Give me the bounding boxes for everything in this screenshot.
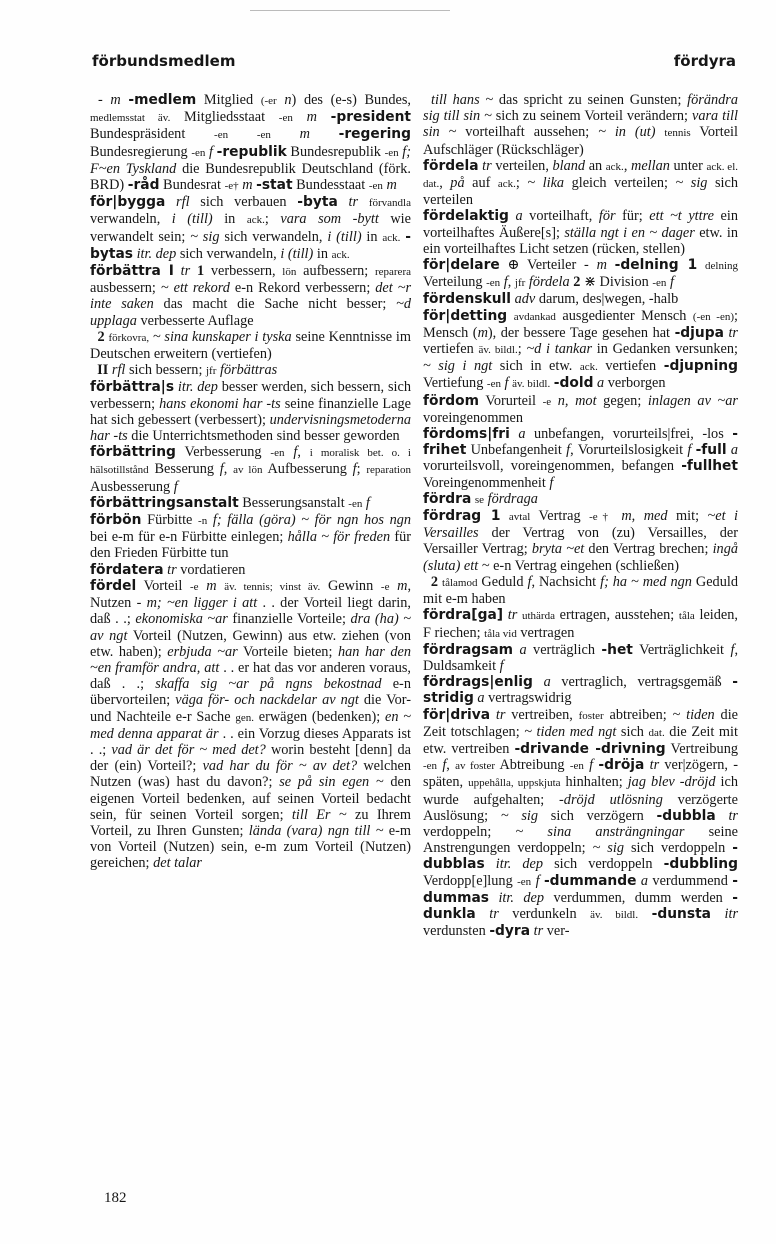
dictionary-entry: förbättra|s itr. dep besser werden, sich bessern, sich verbessern; hans ekonomi har -ts seine finanzielle Lage hat sich gebessert (verbessert); undervisningsmetoderna har -ts die Unterrichtsmethoden sind besser geworden — [90, 379, 412, 445]
dictionary-entry: fördragsam a verträglich -het Verträglichkeit f, Duldsamkeit f — [423, 641, 739, 674]
dictionary-entry: fördatera tr vordatieren — [90, 561, 246, 578]
dictionary-entry: fördra[ga] tr uthärda ertragen, ausstehen; tåla leiden, F riechen; tåla vid vertragen — [423, 607, 738, 641]
dictionary-entry: 2 förkovra, ~ sina kunskaper i tyska seine Kenntnisse im Deutschen erweitern (vertiefen) — [90, 328, 411, 363]
dictionary-entry: fördoms|fri a unbefangen, vorurteils|frei, -los -frihet Unbefangenheit f, Vorurteilslosigkeit f -full a vorurteilsvoll, voreingenommen, befangen -fullhet Voreingenommenheit f — [423, 426, 739, 491]
dictionary-entry: för|detting avdankad ausgedienter Mensch (-en -en); Mensch (m), der bessere Tage gesehen hat -djupa tr vertiefen äv. bildl.; ~d i tankar in Gedanken versunken; ~ sig i ngt sich in etw. ack. vertiefen -djupning Vertiefung -en f äv. bildl. -dold a verborgen — [423, 307, 738, 392]
dictionary-entry: fördela tr verteilen, bland an ack., mellan unter ack. el. dat., på auf ack.; ~ lika gleich verteilen; ~ sig sich verteilen — [423, 157, 738, 209]
dictionary-entry: fördelaktig a vorteilhaft, för für; ett ~t yttre ein vorteilhaftes Äußere[s]; ställa ngt i en ~ dager etw. in ein vorteilhaftes Licht setzen (rücken, stellen) — [423, 208, 739, 257]
dictionary-entry: till hans ~ das spricht zu seinen Gunsten; förändra sig till sin ~ sich zu seinem Vorteil verändern; vara till sin ~ vorteilhaft aussehen; ~ in (ut) tennis Vorteil Aufschläger (Rückschläger) — [423, 92, 738, 158]
dictionary-entry: för|delare ⊕ Verteiler - m -delning 1 delning Verteilung -en f, jfr fördela 2 ⋇ Division -en f — [423, 257, 738, 291]
dictionary-entry: - m -medlem Mitglied (-er n) des (e-s) Bundes, medlemsstat äv. Mitgliedsstaat -en m -president Bundespräsident -en -en m -regering Bundesregierung -en f -republik Bundesrepublik -en f; F~en Tyskland die Bundesrepublik Deutschland (förk. BRD) -råd Bundesrat -e† m -stat Bundesstaat -en m — [90, 92, 412, 194]
dictionary-entry: fördra se fördraga — [423, 490, 538, 507]
dictionary-entry: förbön Fürbitte -n f; fälla (göra) ~ för ngn hos ngn bei e-m für e-n Fürbitte einlegen; hålla ~ för freden für den Frieden Fürbitte tun — [90, 512, 412, 562]
right-guide-word: fördyra — [673, 52, 736, 70]
dictionary-entry: för|bygga rfl sich verbauen -byta tr förvandla verwandeln, i (till) in ack.; vara som -bytt wie verwandelt sein; ~ sig sich verwandeln, i (till) in ack. -bytas itr. dep sich verwandeln, i (till) in ack. — [90, 194, 412, 262]
scan-artifact-rule — [250, 10, 450, 11]
dictionary-entry: förbättra I tr 1 verbessern, lön aufbessern; reparera ausbessern; ~ ett rekord e-n Rekord verbessern; det ~r inte saken das macht die Sache nicht besser; ~d upplaga verbesserte Auflage — [90, 263, 412, 329]
left-column — [90, 92, 411, 872]
dictionary-entry: 2 tålamod Geduld f, Nachsicht f; ha ~ med ngn Geduld mit e-m haben — [423, 573, 738, 608]
dictionary-entry: förbättring Verbesserung -en f, i moralisk bet. o. i hälsotillstånd Besserung f, av lön Aufbesserung f; reparation Ausbesserung f — [90, 444, 411, 495]
dictionary-entry: fördenskull adv darum, des|wegen, -halb — [423, 291, 679, 308]
dictionary-entry: fördrag 1 avtal Vertrag -e† m, med mit; ~et i Versailles der Vertrag von (zu) Versailles, der Versailler Vertrag; bryta ~et den Vertrag brechen; ingå (sluta) ett ~ e-n Vertrag eingehen (schließen) — [423, 508, 739, 574]
dictionary-entry: förbättringsanstalt Besserungsanstalt -en f — [90, 494, 370, 511]
dictionary-entry: fördel Vorteil -e m äv. tennis; vinst äv. Gewinn -e m, Nutzen - m; ~en ligger i att . . der Vorteil liegt darin, daß . .; ekonomiska ~ar finanzielle Vorteile; dra (ha) ~ av ngt Vorteil (Nutzen, Gewinn) aus etw. ziehen (von etw. haben); erbjuda ~ar Vorteile bieten; han har den ~en framför andra, att . . er hat das vor anderen voraus, daß . .; skaffa sig ~ar på ngns bekostnad e-n übervorteilen; väga för- och nackdelar av ngt die Vor- und Nachteile e-r Sache gen. erwägen (bedenken); en ~ med denna apparat är . . ein Vorzug dieses Apparats ist . .; vad är det för ~ med det? worin besteht [denn] da der (ein) Vorteil?; vad har du för ~ av det? welchen Nutzen (was) hast du davon?; se på sin egen ~ den eigenen Vorteil bedenken, auf seinen Vorteil bedacht sein, für seinen Vorteil sorgen; till Er ~ zu Ihrem Vorteil, zu Ihren Gunsten; lända (vara) ngn till ~ e-m von Vorteil (Nutzen) sein, e-m zum Vorteil (Nutzen) gereichen; det talar — [90, 577, 412, 872]
right-column — [423, 92, 738, 939]
dictionary-entry: II rfl sich bessern; jfr förbättras — [97, 362, 278, 379]
dictionary-entry: fördom Vorurteil -e n, mot gegen; inlagen av ~ar voreingenommen — [423, 392, 738, 426]
left-guide-word: förbundsmedlem — [92, 52, 236, 70]
dictionary-entry: fördrags|enlig a vertraglich, vertragsgemäß -stridig a vertragswidrig — [423, 674, 739, 707]
dictionary-entry: för|driva tr vertreiben, foster abtreiben; ~ tiden die Zeit totschlagen; ~ tiden med ngt sich dat. die Zeit mit etw. vertreiben -drivande -drivning Vertreibung -en f, av foster Abtreibung -en f -dröja tr ver|zögern, -späten, uppehålla, uppskjuta hinhalten; jag blev -dröjd ich wurde aufgehalten; -dröjd utlösning verzögerte Auslösung; ~ sig sich verzögern -dubbla tr verdoppeln; ~ sina ansträngningar seine Anstrengungen verdoppeln; ~ sig sich verdoppeln -dubblas itr. dep sich verdoppeln -dubbling Verdopp[e]lung -en f -dummande a verdummend -dummas itr. dep verdummen, dumm werden -dunkla tr verdunkeln äv. bildl. -dunsta itr verdunsten -dyra tr ver- — [423, 706, 739, 940]
page-number: 182 — [104, 1190, 127, 1206]
